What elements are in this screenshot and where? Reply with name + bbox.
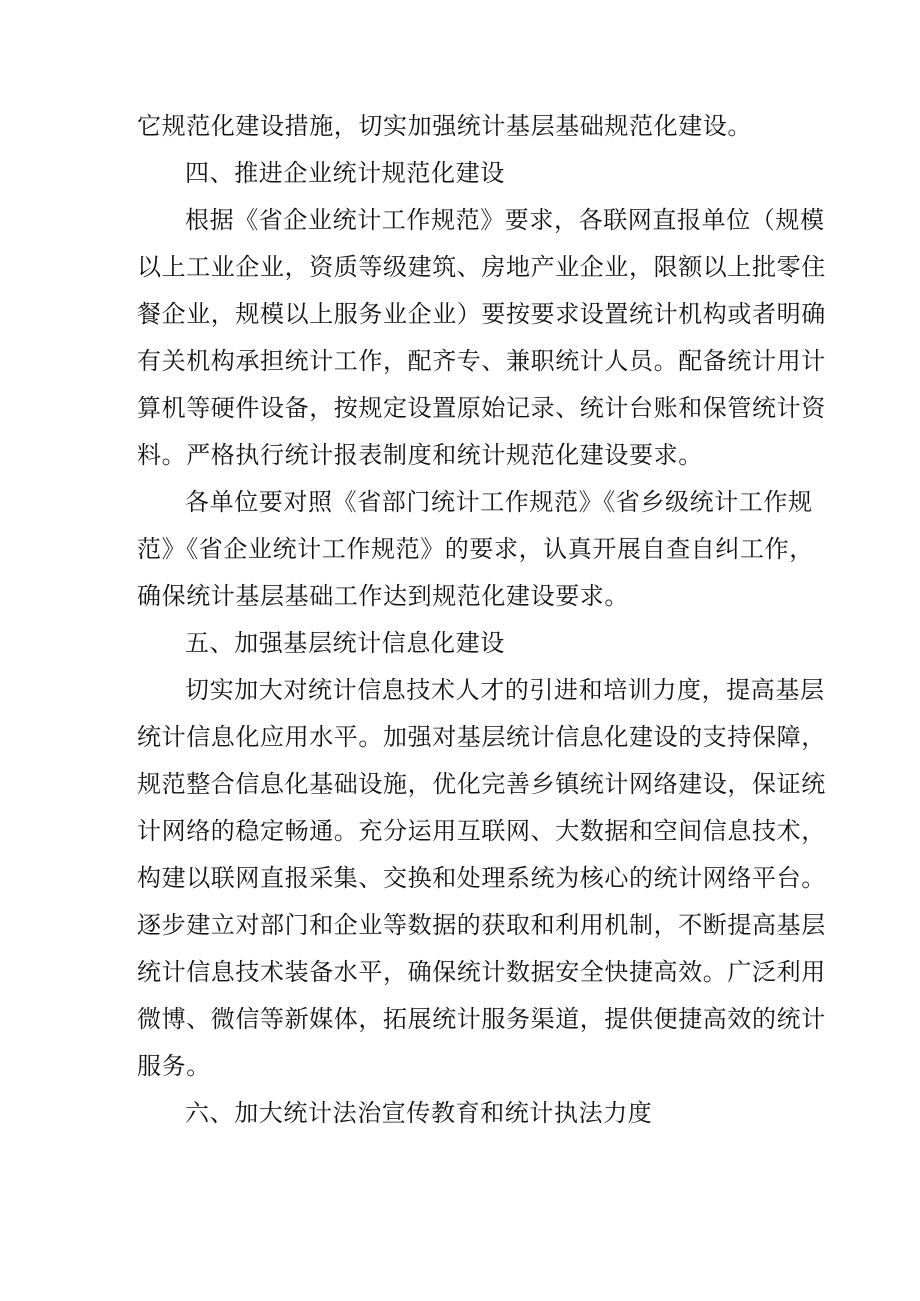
text-line: 以上工业企业，资质等级建筑、房地产业企业，限额以上批零住 bbox=[137, 253, 826, 281]
text-line: 六、加大统计法治宣传教育和统计执法力度 bbox=[185, 1099, 653, 1127]
text-line: 料。严格执行统计报表制度和统计规范化建设要求。 bbox=[137, 441, 703, 469]
section-heading bbox=[137, 150, 787, 197]
text-line: 构建以联网直报采集、交换和处理系统为核心的统计网络平台。 bbox=[137, 864, 826, 892]
text-line: 四、推进企业统计规范化建设 bbox=[185, 159, 505, 187]
document-body bbox=[137, 103, 826, 1137]
text-line: 服务。 bbox=[137, 1052, 211, 1080]
text-line: 逐步建立对部门和企业等数据的获取和利用机制，不断提高基层 bbox=[137, 911, 826, 939]
body-paragraph bbox=[137, 479, 814, 620]
section-heading bbox=[137, 620, 787, 667]
text-line: 算机等硬件设备，按规定设置原始记录、统计台账和保管统计资 bbox=[137, 394, 826, 422]
text-line: 计网络的稳定畅通。充分运用互联网、大数据和空间信息技术， bbox=[137, 817, 826, 845]
body-paragraph bbox=[137, 667, 826, 1090]
text-line: 范》《省企业统计工作规范》的要求，认真开展自查自纠工作， bbox=[137, 535, 814, 563]
body-paragraph bbox=[137, 197, 826, 479]
text-line: 微博、微信等新媒体，拓展统计服务渠道，提供便捷高效的统计 bbox=[137, 1005, 826, 1033]
text-line: 统计信息化应用水平。加强对基层统计信息化建设的支持保障， bbox=[137, 723, 826, 751]
section-heading bbox=[137, 1090, 787, 1137]
text-line: 有关机构承担统计工作，配齐专、兼职统计人员。配备统计用计 bbox=[137, 347, 826, 375]
text-line: 切实加大对统计信息技术人才的引进和培训力度，提高基层 bbox=[185, 676, 825, 704]
text-line: 各单位要对照《省部门统计工作规范》《省乡级统计工作规 bbox=[185, 488, 813, 516]
text-line: 它规范化建设措施，切实加强统计基层基础规范化建设。 bbox=[137, 112, 752, 140]
text-line: 餐企业，规模以上服务业企业）要按要求设置统计机构或者明确 bbox=[137, 300, 826, 328]
text-line: 五、加强基层统计信息化建设 bbox=[185, 629, 505, 657]
text-line: 规范整合信息化基础设施，优化完善乡镇统计网络建设，保证统 bbox=[137, 770, 826, 798]
body-paragraph bbox=[137, 103, 787, 150]
text-line: 统计信息技术装备水平，确保统计数据安全快捷高效。广泛利用 bbox=[137, 958, 826, 986]
text-line: 根据《省企业统计工作规范》要求，各联网直报单位（规模 bbox=[185, 206, 825, 234]
text-line: 确保统计基层基础工作达到规范化建设要求。 bbox=[137, 582, 629, 610]
